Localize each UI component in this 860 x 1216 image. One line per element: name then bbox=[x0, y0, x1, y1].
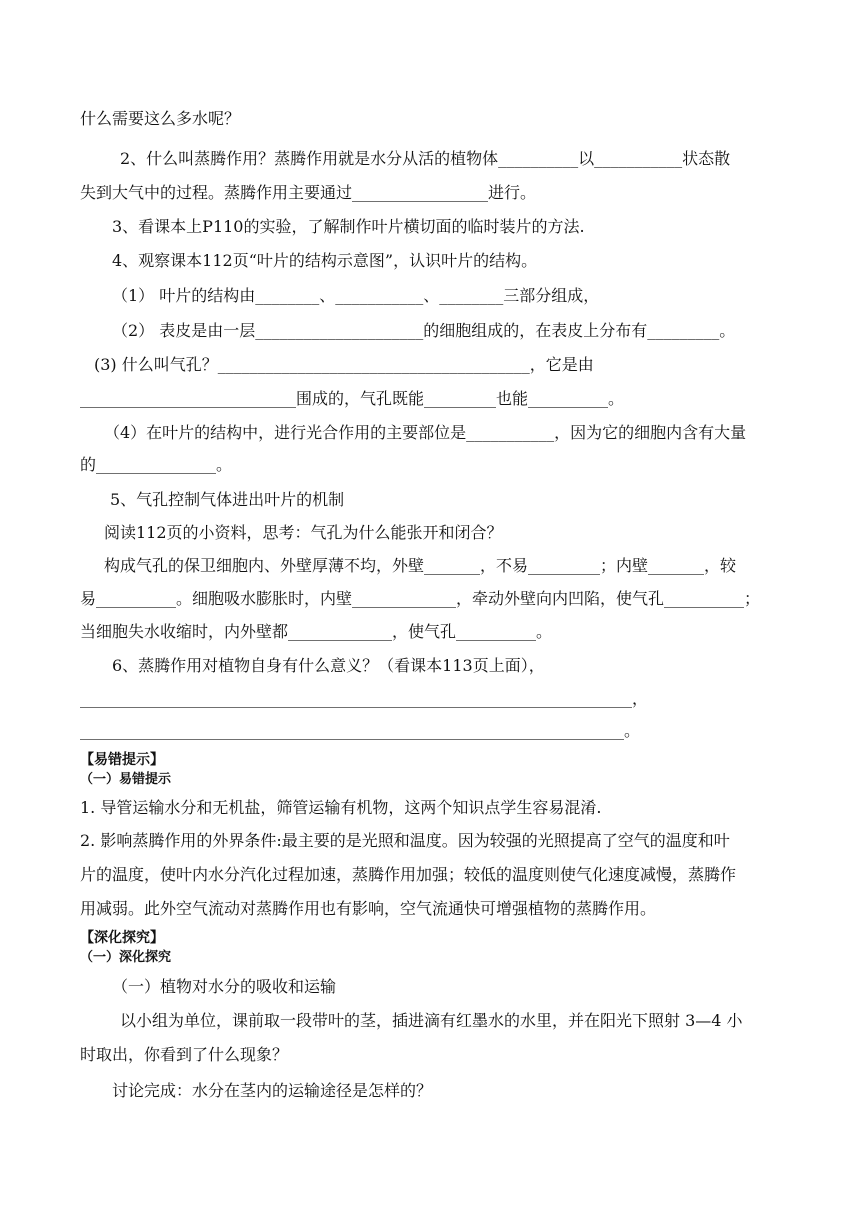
question-6: 6、蒸腾作用对植物自身有什么意义？（看课本113页上面）， bbox=[112, 656, 545, 675]
explore-discussion: 讨论完成：水分在茎内的运输途径是怎样的？ bbox=[112, 1081, 433, 1100]
answer-line-2: ____________________________________________________________________。 bbox=[80, 721, 640, 740]
error-tip-2-line-3: 用减弱。此外空气流动对蒸腾作用也有影响，空气流通快可增强植物的蒸腾作用。 bbox=[80, 899, 657, 918]
explore-activity-line-1: 以小组为单位，课前取一段带叶的茎，插进滴有红墨水的水里，并在阳光下照射 3—4 小 bbox=[120, 1011, 743, 1030]
explore-topic: （一）植物对水分的吸收和运输 bbox=[112, 977, 337, 996]
question-2-line-1: 2、什么叫蒸腾作用？蒸腾作用就是水分从活的植物体__________以___________状态散 bbox=[120, 149, 731, 168]
question-4-2: （2） 表皮是由一层_____________________的细胞组成的，在表皮上分布有_________。 bbox=[112, 321, 736, 340]
question-5-line-3: 当细胞失水收缩时，内外壁都_____________，使气孔__________。 bbox=[80, 622, 553, 641]
question-5-prompt: 阅读112页的小资料，思考：气孔为什么能张开和闭合？ bbox=[104, 523, 503, 542]
question-2-line-2: 失到大气中的过程。蒸腾作用主要通过_________________进行。 bbox=[80, 183, 537, 202]
error-tip-2-line-2: 片的温度，使叶内水分汽化过程加速，蒸腾作用加强；较低的温度则使气化速度减慢，蒸腾作 bbox=[80, 865, 737, 884]
text-line: 什么需要这么多水呢？ bbox=[80, 109, 241, 128]
question-4-4-line-2: 的_______________。 bbox=[80, 455, 233, 474]
explore-activity-line-2: 时取出，你看到了什么现象？ bbox=[80, 1045, 289, 1064]
subsection-heading-explore: （一）深化探究 bbox=[80, 950, 172, 965]
question-4-3-line-1: (3) 什么叫气孔？_______________________________________，它是由 bbox=[94, 355, 594, 374]
section-heading-explore: 【深化探究】 bbox=[80, 930, 164, 946]
error-tip-2-line-1: 2. 影响蒸腾作用的外界条件:最主要的是光照和温度。因为较强的光照提高了空气的温度和叶 bbox=[80, 831, 730, 850]
error-tip-1: 1. 导管运输水分和无机盐，筛管运输有机物，这两个知识点学生容易混淆. bbox=[80, 798, 602, 817]
question-4-4-line-1: （4）在叶片的结构中，进行光合作用的主要部位是___________，因为它的细胞内含有大量 bbox=[104, 423, 747, 442]
question-5-heading: 5、气孔控制气体进出叶片的机制 bbox=[110, 490, 345, 509]
subsection-heading-errors: （一）易错提示 bbox=[80, 772, 172, 787]
question-5-line-2: 易__________。细胞吸水膨胀时，内壁_____________，牵动外壁向内凹陷，使气孔__________； bbox=[80, 589, 761, 608]
question-4-1: （1） 叶片的结构由________、___________、________三部分组成， bbox=[112, 286, 600, 305]
question-4-3-line-2: ___________________________围成的，气孔既能_________也能__________。 bbox=[80, 389, 625, 408]
question-5-line-1: 构成气孔的保卫细胞内、外壁厚薄不均，外壁_______，不易_________；内壁_______，较 bbox=[104, 556, 737, 575]
section-heading-errors: 【易错提示】 bbox=[80, 752, 164, 768]
question-3: 3、看课本上P110的实验，了解制作叶片横切面的临时装片的方法. bbox=[112, 217, 585, 236]
answer-line-1: _____________________________________________________________________， bbox=[80, 689, 648, 708]
question-4: 4、观察课本112页“叶片的结构示意图”，认识叶片的结构。 bbox=[112, 251, 538, 270]
